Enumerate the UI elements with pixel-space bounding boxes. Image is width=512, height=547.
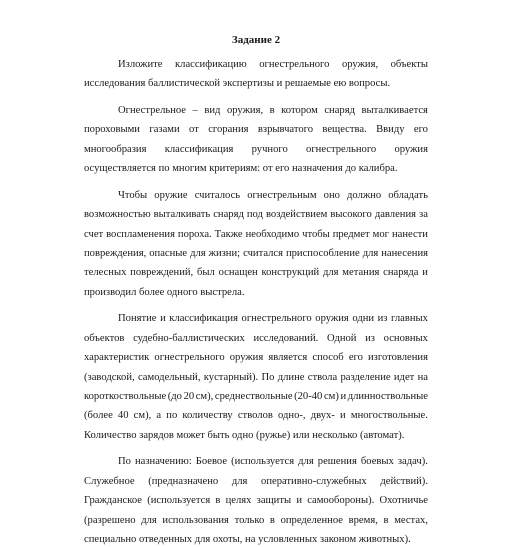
page-title: Задание 2: [231, 34, 281, 46]
paragraph-line: (разрешено для использования только в определенное время, в местах,: [84, 514, 428, 526]
paragraph-line: (более 40 см), а по количеству стволов одно-, двух- и многоствольные.: [84, 410, 428, 422]
paragraph-line: производил более одного выстрела.: [84, 286, 245, 298]
paragraph-first-line: Чтобы оружие считалось огнестрельным оно должно обладать: [118, 189, 428, 201]
paragraph-line: телесных повреждений, был оснащен конструкций для метания снаряда и: [84, 267, 428, 279]
paragraph-first-line: По назначению: Боевое (используется для решения боевых задач).: [118, 456, 428, 468]
paragraph-line: пороховыми газами от сгорания взрывчатого вещества. Ввиду его: [84, 124, 428, 136]
paragraph-line: короткоствольные (до 20 см), среднествольные (20-40 см) и длинноствольные: [84, 391, 428, 402]
paragraph-line: характеристик огнестрельного оружия является способ его изготовления: [84, 352, 428, 364]
paragraph-line: специально отведенных для охоты, на условленных законом животных).: [84, 534, 411, 545]
paragraph-line: исследования баллистической экспертизы и решаемые ею вопросы.: [84, 78, 391, 90]
paragraph-line: осуществляется по многим критериям: от его назначения до калибра.: [84, 163, 398, 175]
paragraph-line: многообразия классификация ручного огнестрельного оружия: [84, 143, 428, 155]
paragraph-first-line: Изложите классификацию огнестрельного оружия, объекты: [118, 59, 428, 70]
paragraph-line: счет воспламенения пороха. Также необходимо чтобы предмет мог нанести: [84, 228, 428, 240]
paragraph-line: Количество зарядов может быть одно (ружье) или несколько (автомат).: [84, 429, 405, 441]
paragraph-line: объектов судебно-баллистических исследований. Одной из основных: [84, 332, 428, 344]
paragraph-first-line: Огнестрельное – вид оружия, в котором снаряд выталкивается: [118, 105, 428, 116]
paragraph-line: повреждения, опасные для жизни; считался приспособление для нанесения: [84, 248, 428, 259]
paragraph-first-line: Понятие и классификация огнестрельного оружия одни из главных: [118, 313, 428, 325]
paragraph-line: возможностью выталкивать снаряд под воздействием высокого давления за: [84, 209, 428, 221]
paragraph-line: Служебное (предназначено для оперативно-служебных действий).: [84, 475, 428, 487]
paragraph-line: Гражданское (используется в целях защиты и самообороны). Охотничье: [84, 495, 428, 507]
paragraph-line: (заводской, самодельный, кустарный). По длине ствола разделение идет на: [84, 371, 428, 383]
